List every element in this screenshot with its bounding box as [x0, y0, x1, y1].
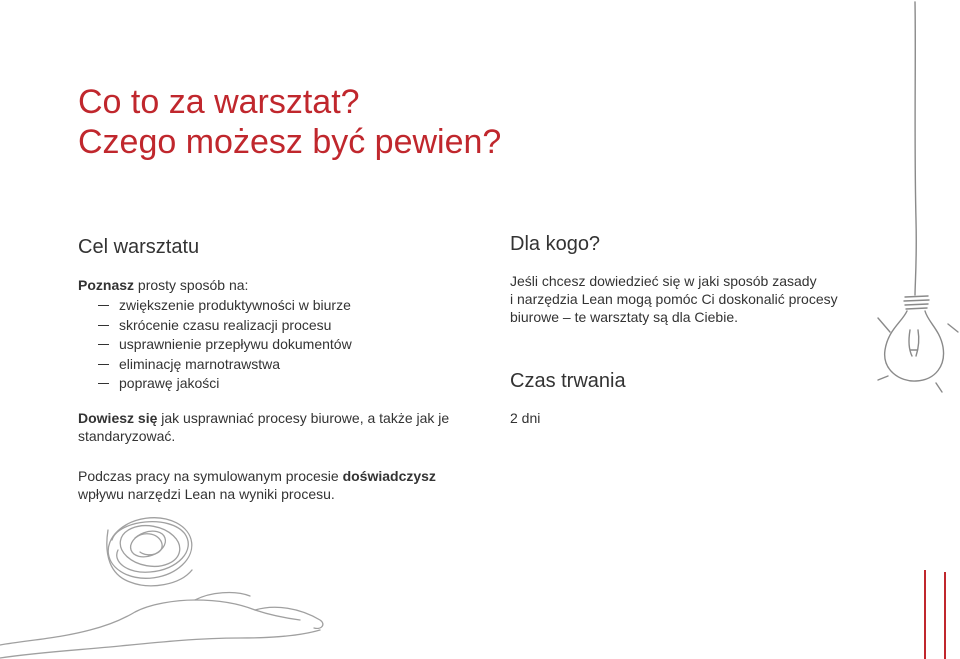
goals-list — [78, 296, 352, 394]
czas-heading: Czas trwania — [510, 370, 626, 392]
dla-kogo-line-2: i narzędzia Lean mogą pomóc Ci doskonalić procesy — [510, 291, 838, 307]
dowiesz-paragraph — [78, 409, 458, 445]
goal-text: eliminację marnotrawstwa — [119, 355, 281, 372]
dash-bullet-icon — [98, 325, 109, 326]
dowiesz-bold: Dowiesz się — [78, 410, 158, 426]
cel-intro-bold: Poznasz — [78, 277, 135, 293]
goal-text: zwiększenie produktywności w biurze — [119, 297, 351, 313]
dla-kogo-heading: Dla kogo? — [510, 233, 601, 255]
dash-bullet-icon — [98, 305, 109, 306]
cel-intro — [78, 276, 248, 294]
title-line-2: Czego możesz być pewien? — [78, 123, 502, 161]
goal-item — [78, 374, 352, 394]
podczas-bold: doświadczysz — [342, 468, 436, 484]
dash-bullet-icon — [98, 383, 109, 384]
dash-bullet-icon — [98, 364, 109, 365]
goal-text: poprawę jakości — [119, 375, 220, 392]
podczas-post: wpływu narzędzi Lean na wyniki procesu. — [78, 486, 335, 502]
cel-intro-rest: prosty sposób na: — [134, 277, 249, 293]
goal-item — [78, 316, 352, 336]
podczas-pre: Podczas pracy na symulowanym procesie — [78, 468, 343, 484]
cel-heading: Cel warsztatu — [78, 236, 200, 258]
podczas-paragraph — [78, 467, 458, 503]
goal-item — [78, 335, 352, 355]
dla-kogo-line-3: biurowe – te warsztaty są dla Ciebie. — [510, 309, 738, 325]
dla-kogo-line-1: Jeśli chcesz dowiedzieć się w jaki sposób zasady — [510, 273, 817, 289]
goal-text: skrócenie czasu realizacji procesu — [119, 316, 332, 333]
czas-value: 2 dni — [510, 410, 541, 426]
goal-item — [78, 296, 352, 316]
red-vertical-bars-icon — [920, 560, 960, 659]
hand-with-scribble-icon — [0, 500, 330, 659]
hanging-lightbulb-icon — [860, 0, 960, 400]
goal-item — [78, 355, 352, 375]
dash-bullet-icon — [98, 344, 109, 345]
dla-kogo-text — [510, 272, 838, 326]
goal-text: usprawnienie przepływu dokumentów — [119, 336, 352, 353]
page-title — [78, 82, 501, 162]
dowiesz-rest: jak usprawniać procesy biurowe, a także jak je standaryzować. — [78, 410, 450, 444]
title-line-1: Co to za warsztat? — [78, 83, 360, 121]
